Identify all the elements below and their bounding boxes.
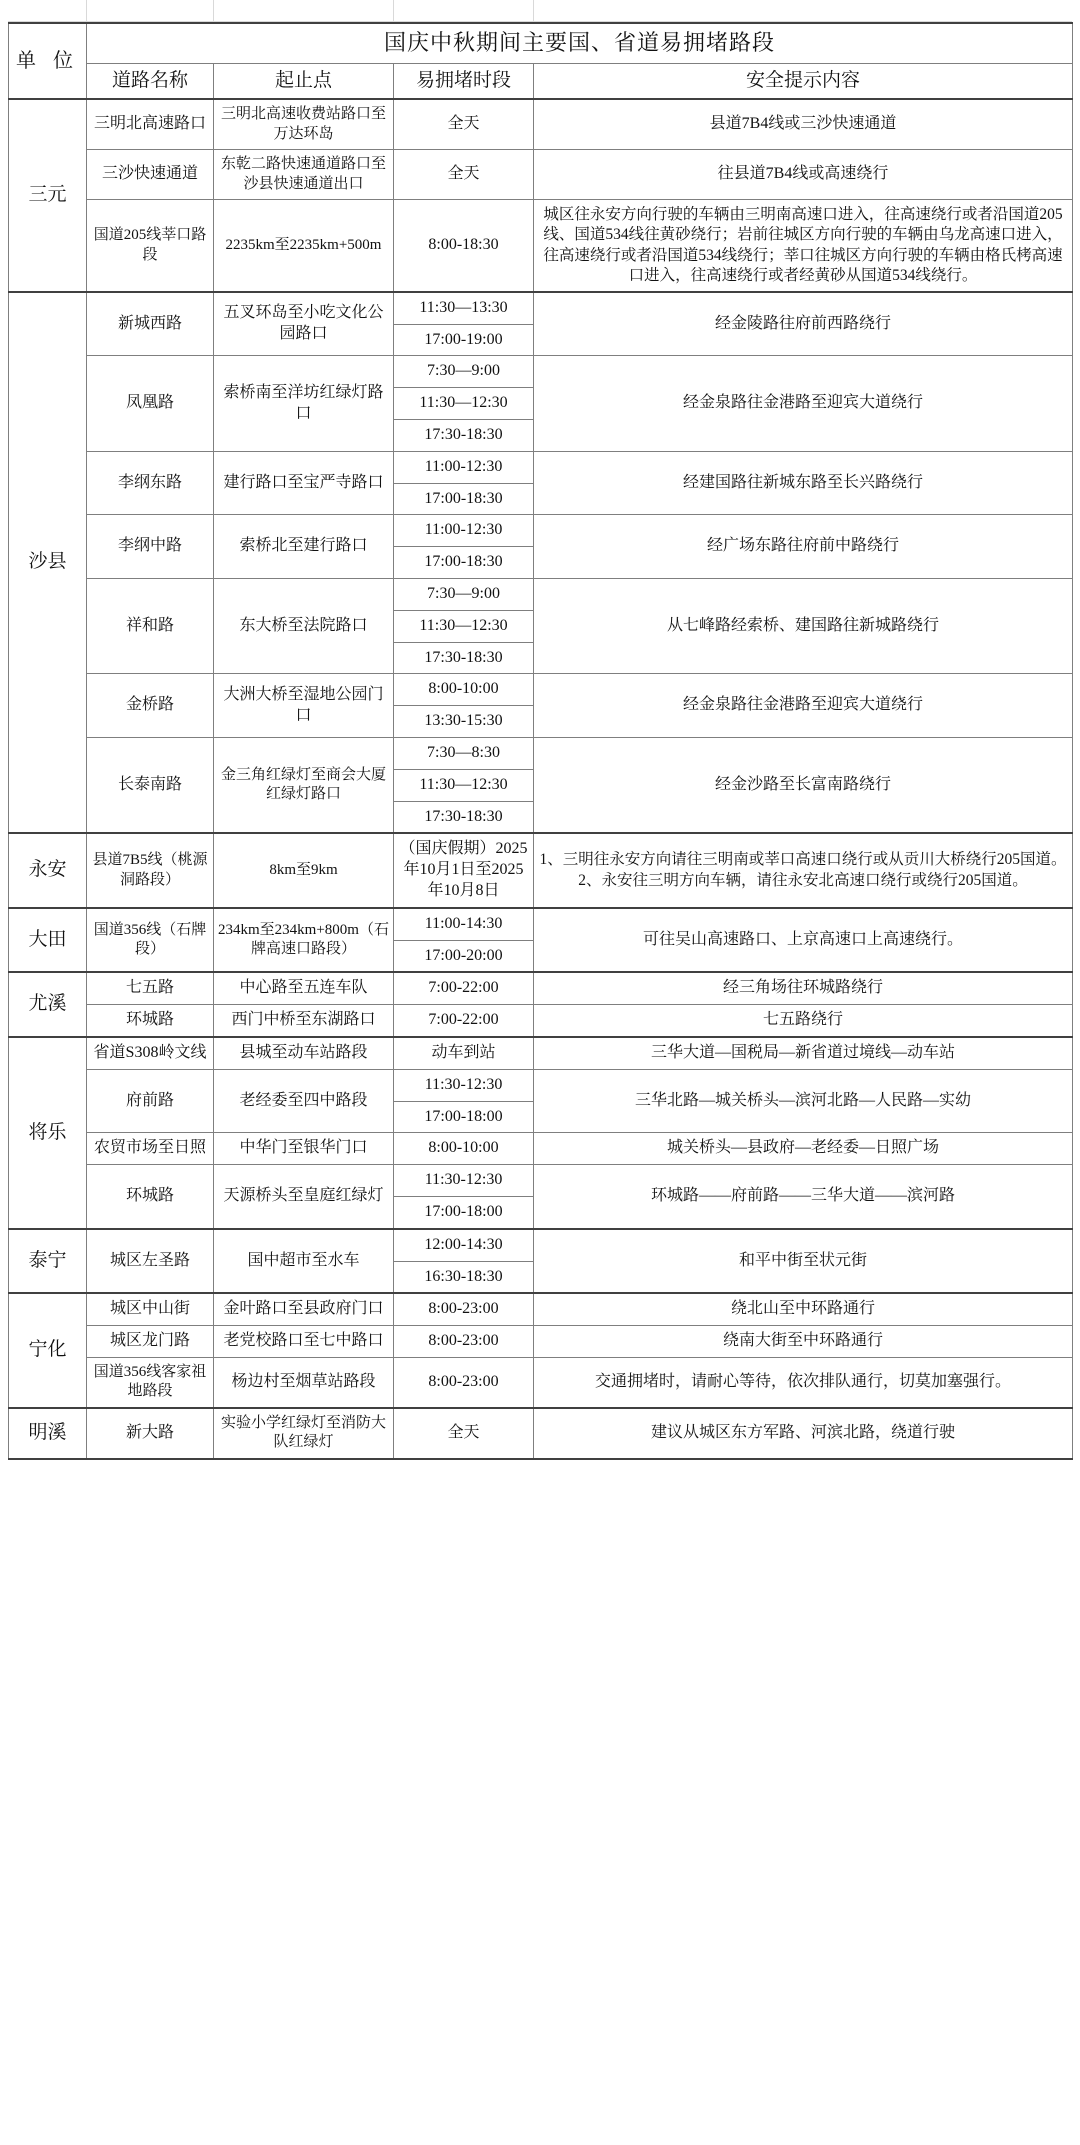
road-segment: 中华门至银华门口 bbox=[214, 1133, 394, 1165]
table-row bbox=[9, 1005, 1073, 1037]
road-name: 祥和路 bbox=[87, 579, 214, 674]
table-row bbox=[9, 99, 1073, 150]
road-name: 新大路 bbox=[87, 1408, 214, 1459]
column-header-tip: 安全提示内容 bbox=[534, 63, 1073, 99]
unit-name-将乐: 将乐 bbox=[9, 1037, 87, 1229]
table-row bbox=[9, 833, 1073, 907]
congestion-time: 11:00-12:30 bbox=[394, 515, 534, 547]
road-name: 李纲东路 bbox=[87, 451, 214, 515]
congestion-time: 8:00-23:00 bbox=[394, 1326, 534, 1358]
road-name: 新城西路 bbox=[87, 292, 214, 356]
safety-tip: 县道7B4线或三沙快速通道 bbox=[534, 99, 1073, 150]
table-row bbox=[9, 200, 1073, 292]
congestion-time: 17:00-19:00 bbox=[394, 324, 534, 356]
congestion-time: 8:00-10:00 bbox=[394, 1133, 534, 1165]
safety-tip: 经广场东路往府前中路绕行 bbox=[534, 515, 1073, 579]
road-name: 长泰南路 bbox=[87, 738, 214, 834]
table-row bbox=[9, 674, 1073, 706]
table-header-row-columns bbox=[9, 63, 1073, 99]
congestion-time: 动车到站 bbox=[394, 1037, 534, 1069]
congestion-time: 8:00-10:00 bbox=[394, 674, 534, 706]
road-segment: 东乾二路快速通道路口至沙县快速通道出口 bbox=[214, 150, 394, 200]
safety-tip: 绕北山至中环路通行 bbox=[534, 1293, 1073, 1325]
table-row bbox=[9, 972, 1073, 1004]
congestion-time: 11:30—12:30 bbox=[394, 769, 534, 801]
congestion-time: 17:00-18:30 bbox=[394, 547, 534, 579]
road-segment: 三明北高速收费站路口至万达环岛 bbox=[214, 99, 394, 150]
road-segment: 8km至9km bbox=[214, 833, 394, 907]
road-name: 环城路 bbox=[87, 1005, 214, 1037]
congestion-time: 12:00-14:30 bbox=[394, 1229, 534, 1261]
road-name: 金桥路 bbox=[87, 674, 214, 738]
congestion-time: 17:30-18:30 bbox=[394, 420, 534, 452]
congestion-time: 17:00-18:00 bbox=[394, 1101, 534, 1133]
congestion-time: 16:30-18:30 bbox=[394, 1261, 534, 1293]
road-name: 府前路 bbox=[87, 1069, 214, 1133]
safety-tip: 城区往永安方向行驶的车辆由三明南高速口进入，往高速绕行或者沿国道205线、国道534线往黄砂绕行；岩前往城区方向行驶的车辆由乌龙高速口进入，往高速绕行或者沿国道534线绕行；莘口往城区方向行驶的车辆由格氏栲高速口进入，往高速绕行或者经黄砂从国道534线绕行。 bbox=[534, 200, 1073, 292]
table-row bbox=[9, 1293, 1073, 1325]
safety-tip: 和平中街至状元街 bbox=[534, 1229, 1073, 1294]
road-segment: 西门中桥至东湖路口 bbox=[214, 1005, 394, 1037]
congestion-time: 全天 bbox=[394, 1408, 534, 1459]
congestion-time: 11:30-12:30 bbox=[394, 1165, 534, 1197]
safety-tip: 从七峰路经索桥、建国路往新城路绕行 bbox=[534, 579, 1073, 674]
safety-tip: 建议从城区东方军路、河滨北路，绕道行驶 bbox=[534, 1408, 1073, 1459]
congestion-time: 11:00-14:30 bbox=[394, 908, 534, 940]
road-segment: 大洲大桥至湿地公园门口 bbox=[214, 674, 394, 738]
table-row bbox=[9, 356, 1073, 388]
road-name: 国道356线客家祖地路段 bbox=[87, 1357, 214, 1408]
safety-tip: 城关桥头—县政府—老经委—日照广场 bbox=[534, 1133, 1073, 1165]
congestion-time: 全天 bbox=[394, 99, 534, 150]
table-row bbox=[9, 1133, 1073, 1165]
congestion-time: 8:00-23:00 bbox=[394, 1357, 534, 1408]
safety-tip: 可往吴山高速路口、上京高速口上高速绕行。 bbox=[534, 908, 1073, 973]
unit-name-宁化: 宁化 bbox=[9, 1293, 87, 1408]
table-row bbox=[9, 292, 1073, 324]
road-name: 城区龙门路 bbox=[87, 1326, 214, 1358]
table-row bbox=[9, 1408, 1073, 1459]
congestion-time: 全天 bbox=[394, 150, 534, 200]
table-row bbox=[9, 1326, 1073, 1358]
safety-tip: 经三角场往环城路绕行 bbox=[534, 972, 1073, 1004]
road-segment: 国中超市至水车 bbox=[214, 1229, 394, 1294]
safety-tip: 经金泉路往金港路至迎宾大道绕行 bbox=[534, 674, 1073, 738]
congestion-time: 17:30-18:30 bbox=[394, 801, 534, 833]
table-row bbox=[9, 579, 1073, 611]
congestion-time: 17:00-18:00 bbox=[394, 1196, 534, 1228]
column-header-time: 易拥堵时段 bbox=[394, 63, 534, 99]
road-segment: 建行路口至宝严寺路口 bbox=[214, 451, 394, 515]
table-title: 国庆中秋期间主要国、省道易拥堵路段 bbox=[87, 23, 1073, 63]
safety-tip: 1、三明往永安方向请往三明南或莘口高速口绕行或从贡川大桥绕行205国道。2、永安往三明方向车辆，请往永安北高速口绕行或绕行205国道。 bbox=[534, 833, 1073, 907]
table-row bbox=[9, 1069, 1073, 1101]
road-segment: 234km至234km+800m（石牌高速口路段） bbox=[214, 908, 394, 973]
road-segment: 索桥南至洋坊红绿灯路口 bbox=[214, 356, 394, 451]
road-segment: 中心路至五连车队 bbox=[214, 972, 394, 1004]
safety-tip: 三华北路—城关桥头—滨河北路—人民路—实幼 bbox=[534, 1069, 1073, 1133]
congestion-time: 13:30-15:30 bbox=[394, 706, 534, 738]
table-row bbox=[9, 1357, 1073, 1408]
congestion-time: 17:00-20:00 bbox=[394, 940, 534, 972]
unit-name-明溪: 明溪 bbox=[9, 1408, 87, 1459]
road-segment: 县城至动车站路段 bbox=[214, 1037, 394, 1069]
road-name: 七五路 bbox=[87, 972, 214, 1004]
column-header-segment: 起止点 bbox=[214, 63, 394, 99]
safety-tip: 往县道7B4线或高速绕行 bbox=[534, 150, 1073, 200]
table-row bbox=[9, 150, 1073, 200]
congestion-time: 7:00-22:00 bbox=[394, 972, 534, 1004]
table-row bbox=[9, 1229, 1073, 1261]
congestion-table bbox=[8, 22, 1073, 1460]
congestion-time: 8:00-18:30 bbox=[394, 200, 534, 292]
road-segment: 老党校路口至七中路口 bbox=[214, 1326, 394, 1358]
congestion-time: 11:30-12:30 bbox=[394, 1069, 534, 1101]
congestion-time: 7:30—9:00 bbox=[394, 579, 534, 611]
table-row bbox=[9, 738, 1073, 770]
safety-tip: 绕南大街至中环路通行 bbox=[534, 1326, 1073, 1358]
table-row bbox=[9, 908, 1073, 940]
safety-tip: 经金沙路至长富南路绕行 bbox=[534, 738, 1073, 834]
table-header-row-title bbox=[9, 23, 1073, 63]
table-row bbox=[9, 1037, 1073, 1069]
road-segment: 天源桥头至皇庭红绿灯 bbox=[214, 1165, 394, 1229]
congestion-time: 11:30—12:30 bbox=[394, 388, 534, 420]
table-row bbox=[9, 451, 1073, 483]
road-segment: 2235km至2235km+500m bbox=[214, 200, 394, 292]
congestion-time: （国庆假期）2025年10月1日至2025年10月8日 bbox=[394, 833, 534, 907]
road-name: 三明北高速路口 bbox=[87, 99, 214, 150]
road-name: 凤凰路 bbox=[87, 356, 214, 451]
unit-name-尤溪: 尤溪 bbox=[9, 972, 87, 1037]
table-row bbox=[9, 1165, 1073, 1197]
unit-name-泰宁: 泰宁 bbox=[9, 1229, 87, 1294]
congestion-time: 11:30—13:30 bbox=[394, 292, 534, 324]
safety-tip: 环城路——府前路——三华大道——滨河路 bbox=[534, 1165, 1073, 1229]
road-name: 城区中山街 bbox=[87, 1293, 214, 1325]
congestion-time: 11:30—12:30 bbox=[394, 610, 534, 642]
road-name: 李纲中路 bbox=[87, 515, 214, 579]
road-segment: 五叉环岛至小吃文化公园路口 bbox=[214, 292, 394, 356]
column-header-unit: 单 位 bbox=[9, 23, 87, 99]
road-name: 县道7B5线（桃源洞路段） bbox=[87, 833, 214, 907]
road-segment: 索桥北至建行路口 bbox=[214, 515, 394, 579]
safety-tip: 交通拥堵时，请耐心等待，依次排队通行，切莫加塞强行。 bbox=[534, 1357, 1073, 1408]
road-segment: 金叶路口至县政府门口 bbox=[214, 1293, 394, 1325]
congestion-time: 7:30—9:00 bbox=[394, 356, 534, 388]
unit-name-沙县: 沙县 bbox=[9, 292, 87, 834]
congestion-time: 7:30—8:30 bbox=[394, 738, 534, 770]
safety-tip: 经金陵路往府前西路绕行 bbox=[534, 292, 1073, 356]
road-name: 三沙快速通道 bbox=[87, 150, 214, 200]
congestion-time: 7:00-22:00 bbox=[394, 1005, 534, 1037]
road-segment: 实验小学红绿灯至消防大队红绿灯 bbox=[214, 1408, 394, 1459]
congestion-time: 17:30-18:30 bbox=[394, 642, 534, 674]
road-segment: 东大桥至法院路口 bbox=[214, 579, 394, 674]
road-name: 城区左圣路 bbox=[87, 1229, 214, 1294]
road-segment: 金三角红绿灯至商会大厦红绿灯路口 bbox=[214, 738, 394, 834]
road-segment: 老经委至四中路段 bbox=[214, 1069, 394, 1133]
unit-name-永安: 永安 bbox=[9, 833, 87, 907]
road-name: 省道S308岭文线 bbox=[87, 1037, 214, 1069]
road-name: 环城路 bbox=[87, 1165, 214, 1229]
table-row bbox=[9, 515, 1073, 547]
spreadsheet-gridlines bbox=[0, 0, 1080, 22]
safety-tip: 经建国路往新城东路至长兴路绕行 bbox=[534, 451, 1073, 515]
column-header-road: 道路名称 bbox=[87, 63, 214, 99]
safety-tip: 七五路绕行 bbox=[534, 1005, 1073, 1037]
safety-tip: 经金泉路往金港路至迎宾大道绕行 bbox=[534, 356, 1073, 451]
unit-name-大田: 大田 bbox=[9, 908, 87, 973]
road-name: 国道205线莘口路段 bbox=[87, 200, 214, 292]
unit-name-三元: 三元 bbox=[9, 99, 87, 292]
road-segment: 杨边村至烟草站路段 bbox=[214, 1357, 394, 1408]
road-name: 国道356线（石牌段） bbox=[87, 908, 214, 973]
congestion-time: 17:00-18:30 bbox=[394, 483, 534, 515]
road-name: 农贸市场至日照 bbox=[87, 1133, 214, 1165]
congestion-time: 11:00-12:30 bbox=[394, 451, 534, 483]
safety-tip: 三华大道—国税局—新省道过境线—动车站 bbox=[534, 1037, 1073, 1069]
congestion-time: 8:00-23:00 bbox=[394, 1293, 534, 1325]
